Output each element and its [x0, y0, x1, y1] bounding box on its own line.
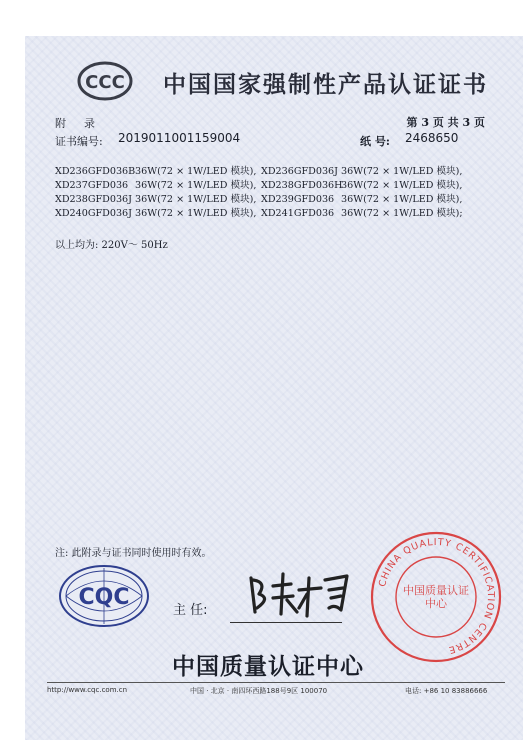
model-spec: 36W(72 × 1W/LED 模块),	[135, 208, 257, 219]
svg-text:CCC: CCC	[85, 72, 125, 93]
model-code: XD236GFD036J	[261, 166, 339, 177]
model-row	[55, 193, 495, 207]
ccc-logo-icon	[77, 61, 133, 101]
appendix-label: 附录	[55, 117, 113, 130]
model-code: XD237GFD036	[55, 180, 129, 191]
issuer-name: 中国质量认证中心	[172, 654, 364, 680]
certificate-page	[25, 36, 523, 740]
footer-url: http://www.cqc.com.cn	[47, 686, 128, 694]
model-row	[55, 179, 495, 193]
seal-center-text: 中国质量认证中心	[403, 584, 469, 610]
paper-number-label: 纸 号:	[360, 135, 390, 148]
footer-phone: 电话: +86 10 83886666	[405, 687, 488, 695]
model-code: XD241GFD036	[261, 208, 335, 219]
svg-text:CHINA QUALITY CERTIFICATION CE: CHINA QUALITY CERTIFICATION CENTRE	[377, 536, 497, 656]
voltage-note: 以上均为: 220V～ 50Hz	[55, 240, 168, 251]
model-row	[55, 207, 495, 221]
cert-number-label: 证书编号:	[55, 135, 103, 148]
model-spec: 36W(72 × 1W/LED 模块),	[135, 180, 257, 191]
paper-number-value: 2468650	[405, 131, 459, 145]
model-spec: 36W(72 × 1W/LED 模块);	[341, 208, 463, 219]
svg-text:CQC: CQC	[78, 585, 130, 610]
validity-note: 注: 此附录与证书同时使用时有效。	[55, 548, 212, 559]
model-code: XD236GFD036B	[55, 166, 136, 177]
certification-seal	[368, 529, 504, 665]
model-code: XD238GFD036H	[261, 180, 343, 191]
model-spec: 36W(72 × 1W/LED 模块),	[135, 166, 257, 177]
cqc-logo-icon	[58, 564, 150, 628]
model-row	[55, 165, 495, 179]
cert-number-value: 2019011001159004	[118, 131, 241, 145]
model-spec: 36W(72 × 1W/LED 模块),	[135, 194, 257, 205]
signature-line	[230, 622, 342, 623]
director-signature	[237, 564, 363, 622]
model-list	[55, 165, 495, 221]
director-label: 主 任:	[173, 603, 208, 618]
certificate-title: 中国国家强制性产品认证证书	[163, 72, 488, 98]
model-spec: 36W(72 × 1W/LED 模块),	[341, 180, 463, 191]
model-code: XD239GFD036	[261, 194, 335, 205]
model-code: XD238GFD036J	[55, 194, 133, 205]
page-indicator: 第 3 页 共 3 页	[406, 116, 485, 129]
model-spec: 36W(72 × 1W/LED 模块),	[341, 194, 463, 205]
model-spec: 36W(72 × 1W/LED 模块),	[341, 166, 463, 177]
footer-address: 中国 · 北京 · 南四环西路188号9区 100070	[190, 687, 328, 695]
footer-divider	[47, 682, 505, 683]
model-code: XD240GFD036J	[55, 208, 133, 219]
